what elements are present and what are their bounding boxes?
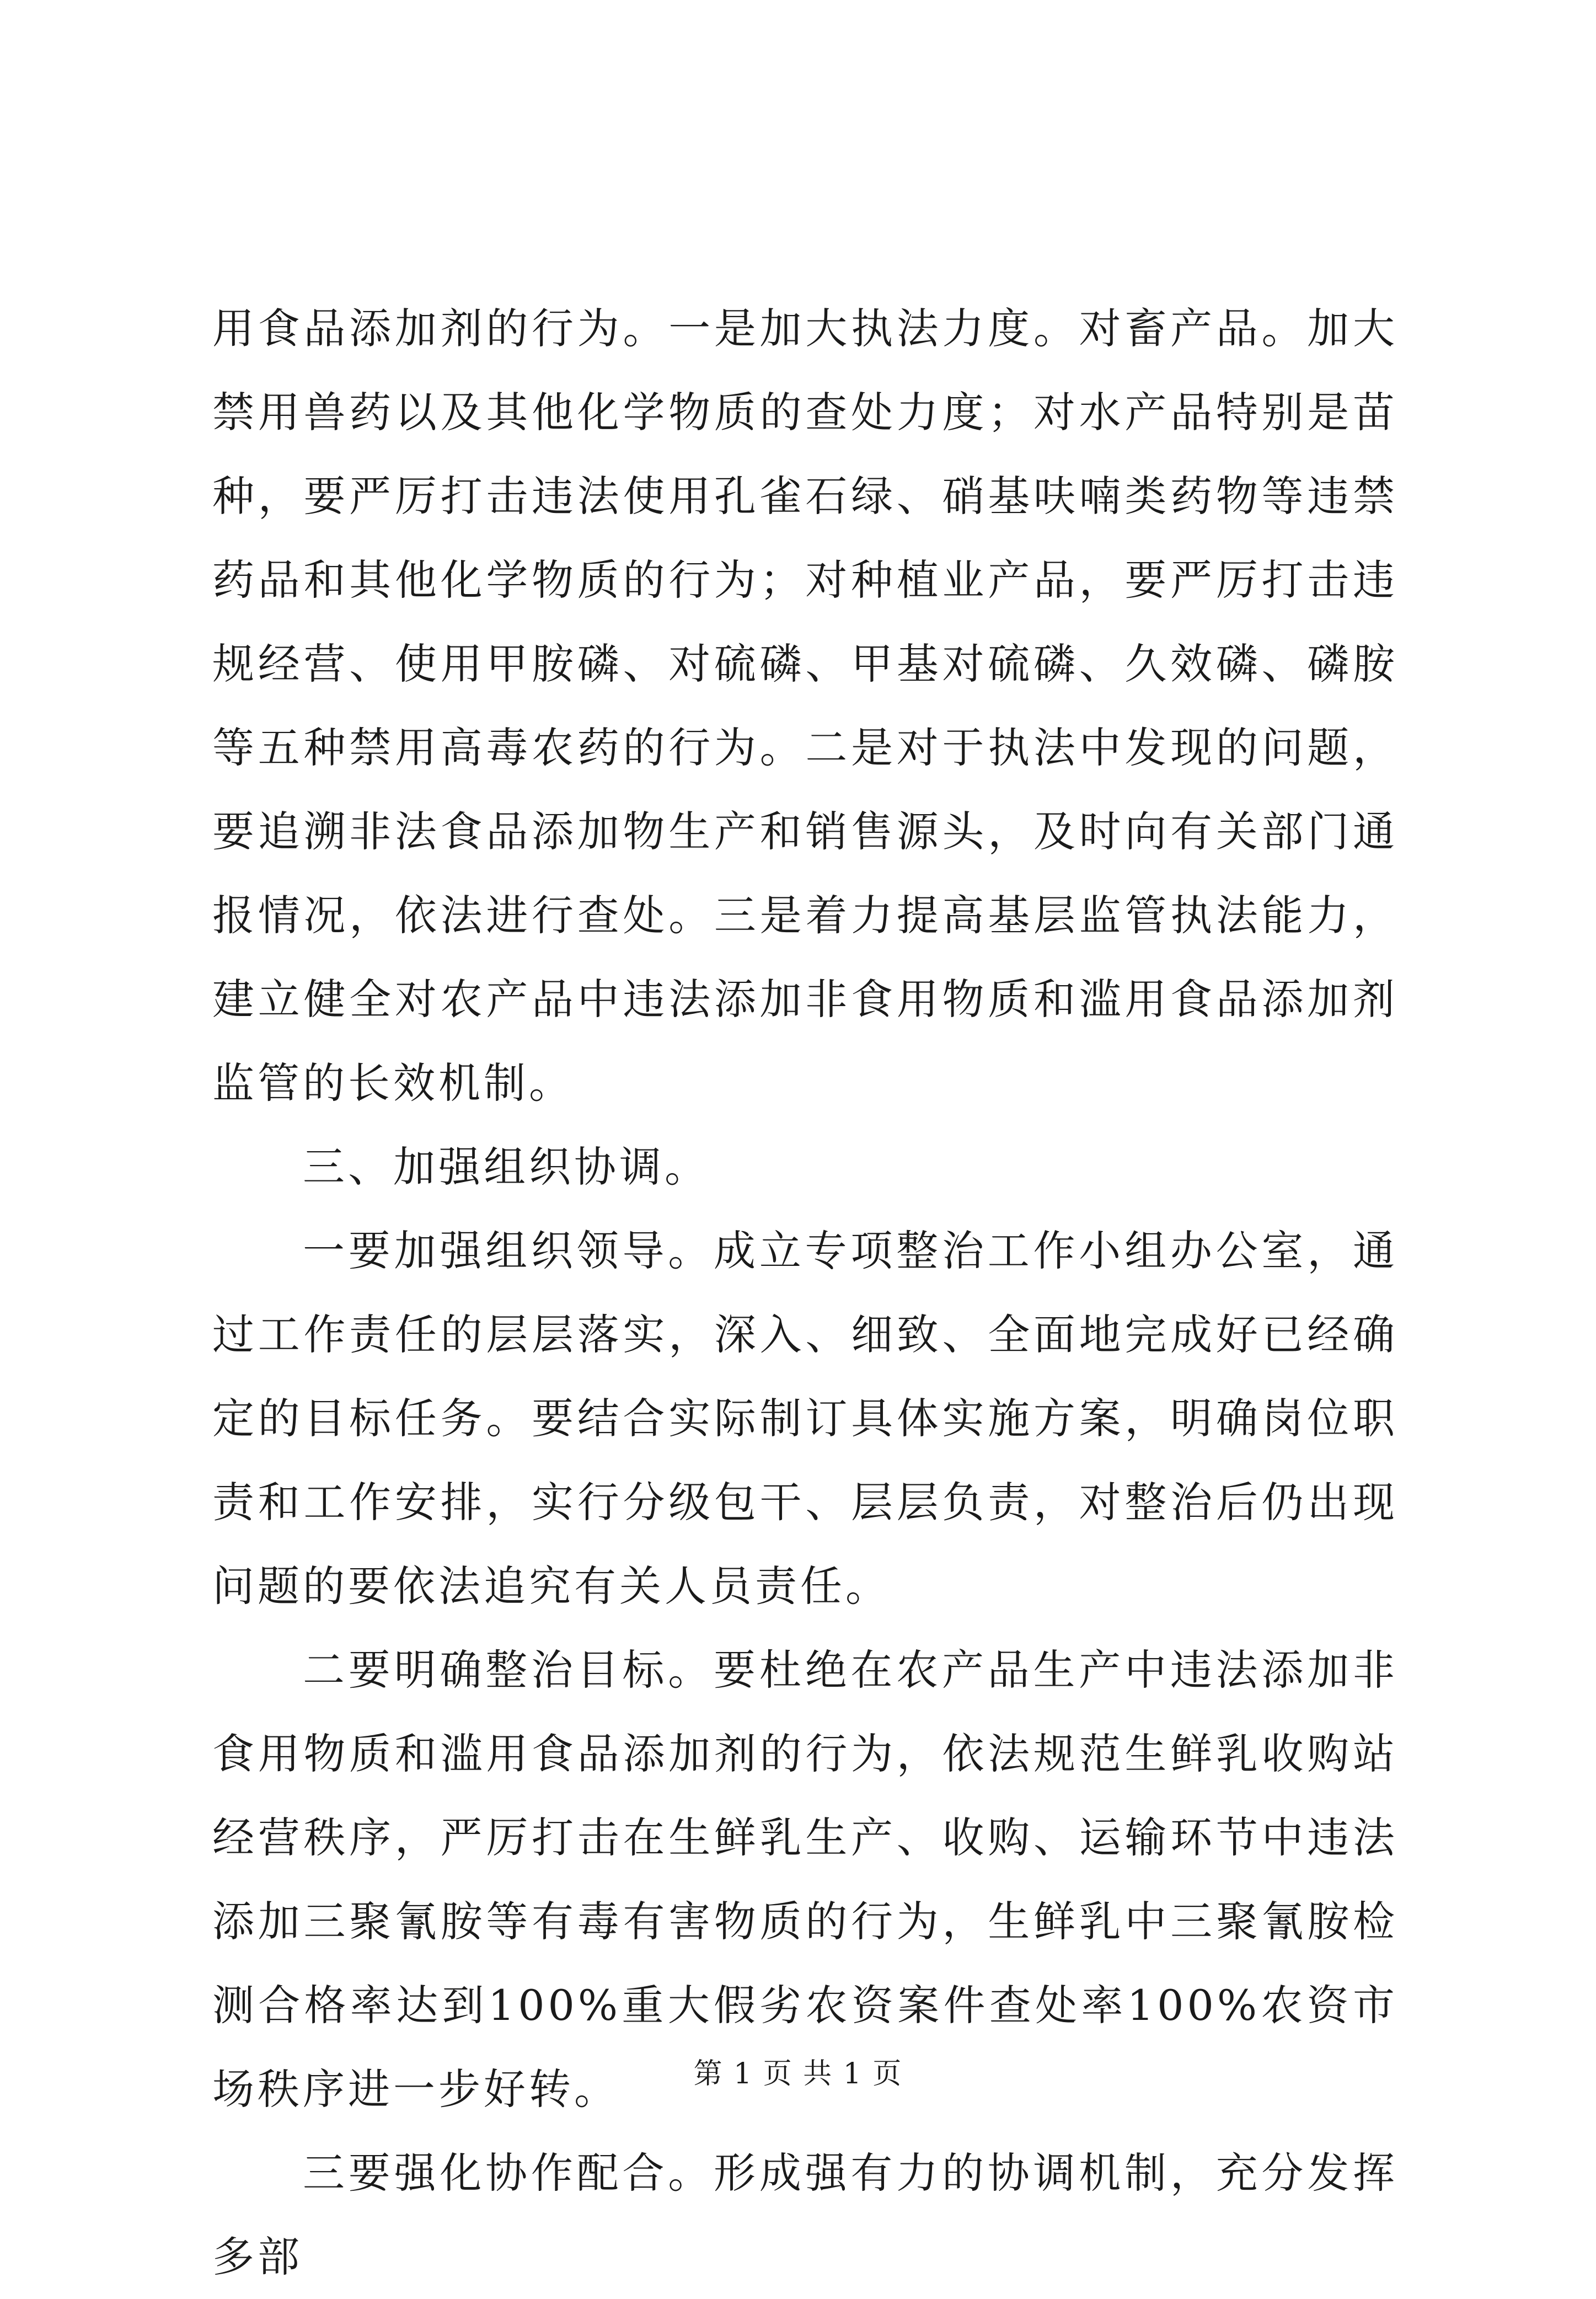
paragraph-cooperation: 三要强化协作配合。形成强有力的协调机制，充分发挥多部 — [212, 2148, 1398, 2281]
section-heading-three: 三、加强组织协调。 — [303, 1142, 710, 1191]
paragraph-remediation-goals: 二要明确整治目标。要杜绝在农产品生产中违法添加非食用物质和滥用食品添加剂的行为，依法规范生鲜乳收购站经营秩序，严厉打击在生鲜乳生产、收购、运输环节中违法添加三聚氰胺等有毒有害物质的行为，生鲜乳中三聚氰胺检测合格率达到100%重大假劣农资案件查处率100%农资市场秩序进一步好转。 — [212, 1645, 1398, 2114]
paragraph-organization-leadership: 一要加强组织领导。成立专项整治工作小组办公室，通过工作责任的层层落实，深入、细致、全面地完成好已经确定的目标任务。要结合实际制订具体实施方案，明确岗位职责和工作安排，实行分级包干、层层负责，对整治后仍出现问题的要依法追究有关人员责任。 — [212, 1226, 1398, 1611]
document-body — [212, 287, 1398, 2299]
paragraph-continuation: 用食品添加剂的行为。一是加大执法力度。对畜产品。加大禁用兽药以及其他化学物质的查处力度；对水产品特别是苗种，要严厉打击违法使用孔雀石绿、硝基呋喃类药物等违禁药品和其他化学物质的行为；对种植业产品，要严厉打击违规经营、使用甲胺磷、对硫磷、甲基对硫磷、久效磷、磷胺等五种禁用高毒农药的行为。二是对于执法中发现的问题，要追溯非法食品添加物生产和销售源头，及时向有关部门通报情况，依法进行查处。三是着力提高基层监管执法能力，建立健全对农产品中违法添加非食用物质和滥用食品添加剂监管的长效机制。 — [212, 304, 1398, 1108]
page-number-footer: 第 1 页 共 1 页 — [693, 2057, 903, 2091]
